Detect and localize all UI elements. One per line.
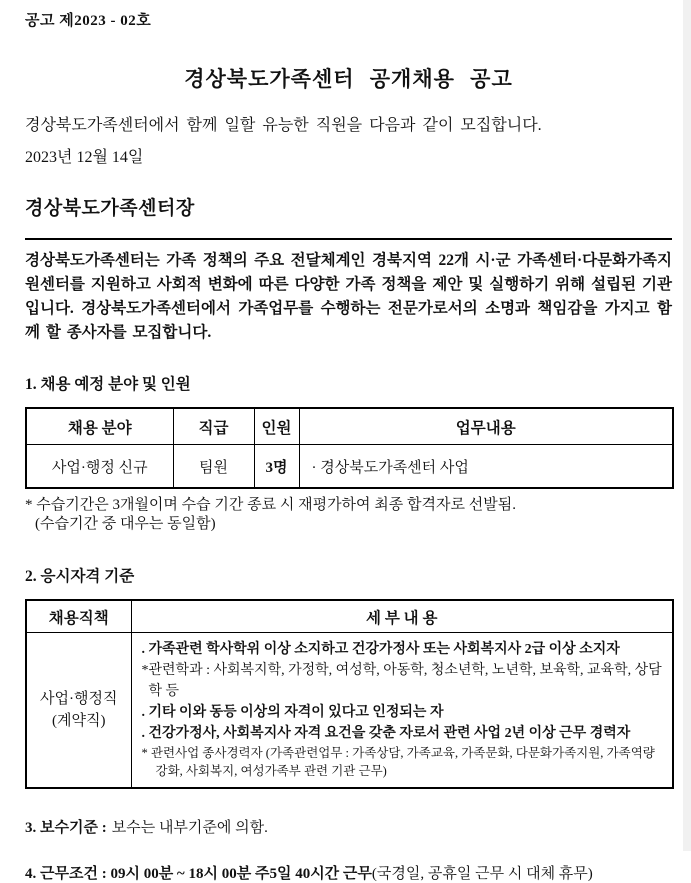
- table-row: [26, 445, 673, 489]
- cell-field: 사업·행정 신규: [26, 445, 173, 489]
- detail-item: *관련학과 : 사회복지학, 가정학, 여성학, 아동학, 청소년학, 노년학, 보육학, 교육학, 상담학 등: [141, 663, 662, 699]
- section4-text: (국경일, 공휴일 근무 시 대체 휴무): [371, 866, 593, 882]
- table-header-row: [26, 600, 673, 633]
- cell-position: 팀원: [173, 445, 254, 489]
- center-description: 경상북도가족센터는 가족 정책의 주요 전달체계인 경북지역 22개 시·군 가족센터·다문화가족지원센터를 지원하고 사회적 변화에 따른 다양한 가족 정책을 제안 및 실행하기 위해 설립된 기관입니다. 경상북도가족센터에서 가족업무를 수행하는 전문가로서의 소명과 책임감을 가지고 함께 할 종사자를 모집합니다.: [25, 252, 672, 341]
- doc-number: 공고 제2023 - 02호: [25, 13, 152, 29]
- section2-heading: 2. 응시자격 기준: [25, 568, 135, 585]
- column-header-duties: 업무내용: [299, 408, 673, 445]
- announcement-date: 2023년 12월 14일: [25, 149, 144, 166]
- page-title: 경상북도가족센터 공개채용 공고: [184, 67, 513, 91]
- qualification-table: [25, 599, 674, 789]
- column-header-role: 채용직책: [26, 600, 131, 633]
- probation-note-line2: (수습기간 중 대우는 동일함): [35, 516, 216, 532]
- column-header-headcount: 인원: [254, 408, 299, 445]
- section4-label: 4. 근무조건 : 09시 00분 ~ 18시 00분 주5일 40시간 근무: [25, 866, 372, 882]
- detail-item: . 기타 이와 동등 이상의 자격이 있다고 인정되는 자: [141, 705, 444, 720]
- scrollbar[interactable]: [683, 0, 691, 851]
- recruitment-table: [25, 407, 674, 489]
- section3-label: 3. 보수기준 :: [25, 820, 107, 836]
- section4-line: [25, 862, 672, 883]
- detail-item: . 건강가정사, 사회복지사 자격 요건을 갖춘 자로서 관련 사업 2년 이상 근무 경력자: [141, 726, 631, 741]
- table-header-row: [26, 408, 673, 445]
- column-header-field: 채용 분야: [26, 408, 173, 445]
- detail-item: . 가족관련 학사학위 이상 소지하고 건강가정사 또는 사회복지사 2급 이상 소지자: [141, 642, 620, 657]
- table-row: [26, 633, 673, 789]
- section3-line: [25, 816, 672, 837]
- probation-note-line1: * 수습기간은 3개월이며 수습 기간 종료 시 재평가하여 최종 합격자로 선발됨.: [25, 497, 516, 513]
- role-line1: 사업·행정직: [40, 691, 118, 707]
- role-line2: (계약직): [52, 713, 106, 729]
- cell-headcount: 3명: [254, 445, 299, 489]
- column-header-detail: 세 부 내 용: [131, 600, 673, 633]
- cell-duties: · 경상북도가족센터 사업: [299, 445, 673, 489]
- section1-heading: 1. 채용 예정 분야 및 인원: [25, 376, 191, 393]
- probation-note: [25, 496, 672, 534]
- detail-item: * 관련사업 종사경력자 (가족관련업무 : 가족상담, 가족교육, 가족문화, 다문화가족지원, 가족역량강화, 사회복지, 여성가족부 관련 기관 근무): [141, 746, 655, 778]
- section3-text: 보수는 내부기준에 의함.: [111, 820, 268, 836]
- cell-details: [131, 633, 673, 789]
- cell-role: [26, 633, 131, 789]
- divider-line: [25, 238, 672, 240]
- intro-text: 경상북도가족센터에서 함께 일할 유능한 직원을 다음과 같이 모집합니다.: [25, 117, 542, 134]
- issuer-heading: 경상북도가족센터장: [25, 198, 195, 219]
- column-header-position: 직급: [173, 408, 254, 445]
